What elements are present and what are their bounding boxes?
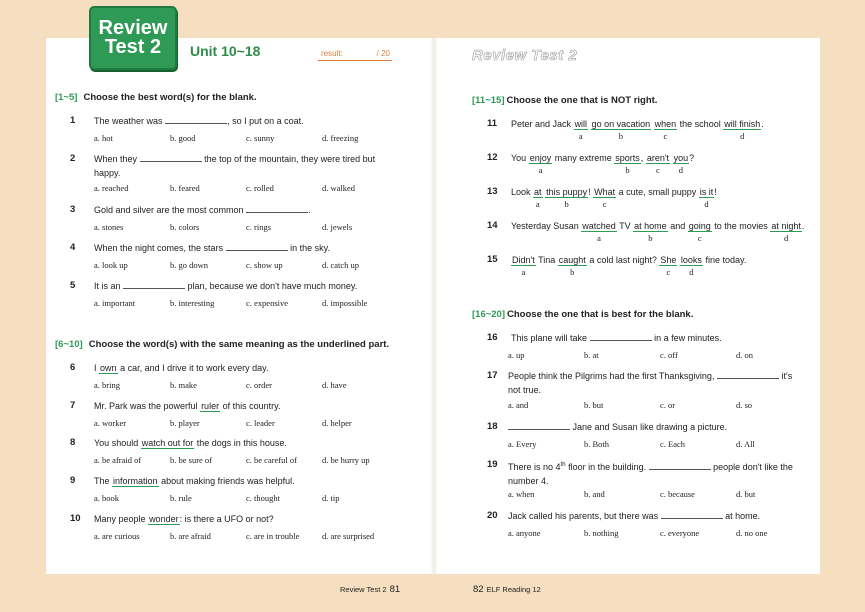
question-number: 6 xyxy=(70,362,76,373)
question-number: 17 xyxy=(487,370,498,381)
answer-blank[interactable] xyxy=(165,114,227,124)
unit-range: Unit 10~18 xyxy=(190,43,261,59)
result-field[interactable] xyxy=(318,47,392,61)
choice-d[interactable]: at night d xyxy=(771,221,801,243)
option-b[interactable]: b. feared xyxy=(170,183,200,193)
review-test-badge xyxy=(89,6,177,70)
option-a[interactable]: a. when xyxy=(508,489,535,499)
section-range: [11~15] xyxy=(472,95,505,106)
answer-blank[interactable] xyxy=(661,509,723,519)
answer-blank[interactable] xyxy=(140,152,202,162)
choice-c[interactable]: She c xyxy=(660,255,677,277)
option-c[interactable]: c. show up xyxy=(246,260,283,270)
right-page-title: Review Test 2 xyxy=(472,47,578,64)
question-11 xyxy=(487,117,817,145)
options-row xyxy=(508,437,808,449)
options-row xyxy=(94,131,394,143)
option-c[interactable]: c. off xyxy=(660,350,678,360)
choice-d[interactable]: you d xyxy=(673,153,689,175)
option-a[interactable]: a. are curious xyxy=(94,531,140,541)
choice-b[interactable]: go on vacation b xyxy=(591,119,651,141)
option-d[interactable]: d. tip xyxy=(322,493,340,503)
question-number: 11 xyxy=(487,118,498,129)
choice-c[interactable]: What c xyxy=(594,187,616,209)
footer-label: Review Test 2 xyxy=(340,585,387,594)
option-c[interactable]: c. order xyxy=(246,380,272,390)
section-range: [16~20] xyxy=(472,309,506,320)
option-b[interactable]: b. but xyxy=(584,400,604,410)
choice-d[interactable]: will finish d xyxy=(724,119,761,141)
answer-blank[interactable] xyxy=(508,420,570,430)
choice-a[interactable]: watched a xyxy=(582,221,616,243)
question-number: 16 xyxy=(487,332,498,343)
result-label: result: xyxy=(321,49,343,58)
section-instruction: Choose the one that is best for the blank. xyxy=(507,309,694,320)
question-number: 4 xyxy=(70,242,76,253)
choice-b[interactable]: this puppy b xyxy=(546,187,588,209)
question-9 xyxy=(70,474,410,508)
options-row xyxy=(94,296,394,308)
option-c[interactable]: c. rolled xyxy=(246,183,274,193)
badge-line2: Test 2 xyxy=(104,36,162,58)
option-a[interactable]: a. hot xyxy=(94,133,113,143)
option-c[interactable]: c. expensive xyxy=(246,298,289,308)
section-heading xyxy=(55,92,257,103)
question-number: 8 xyxy=(70,437,76,448)
question-stem: Gold and silver are the most common . xyxy=(94,205,311,215)
question-stem: You should watch out for the dogs in this house. xyxy=(94,438,287,448)
question-stem: The weather was , so I put on a coat. xyxy=(94,116,304,126)
choice-a[interactable]: Didn't a xyxy=(512,255,535,277)
section-instruction: Choose the one that is NOT right. xyxy=(506,95,658,106)
option-d[interactable]: d. have xyxy=(322,380,347,390)
question-3 xyxy=(70,203,410,237)
option-a[interactable]: a. reached xyxy=(94,183,129,193)
choice-d[interactable]: $\frac{\text{is it}}{d}$ xyxy=(699,187,714,209)
question-stem: Didn't a Tina caught b a cold last night? She c looks d fine today. xyxy=(512,255,747,277)
footer-label: ELF Reading 12 xyxy=(486,585,541,594)
page-footer-right xyxy=(470,584,541,595)
underlined-word: information xyxy=(113,476,158,486)
question-20 xyxy=(487,509,817,543)
option-c[interactable]: c. are in trouble xyxy=(246,531,300,541)
question-stem: When they the top of the mountain, they were tired but happy. xyxy=(94,154,376,178)
option-b[interactable]: b. interesting xyxy=(170,298,215,308)
options-row xyxy=(94,453,394,465)
answer-blank[interactable] xyxy=(226,241,288,251)
answer-blank[interactable] xyxy=(123,279,185,289)
answer-blank[interactable] xyxy=(717,369,779,379)
option-d[interactable]: d. on xyxy=(736,350,753,360)
question-number: 7 xyxy=(70,400,76,411)
question-stem: You enjoy a many extreme sports b , aren't c you d ? xyxy=(511,153,695,175)
question-stem: Jane and Susan like drawing a picture. xyxy=(508,420,727,434)
option-d[interactable]: d. All xyxy=(736,439,755,449)
section-range: [6~10] xyxy=(55,339,83,350)
underlined-word: ruler xyxy=(201,401,220,411)
choice-b[interactable]: at home b xyxy=(634,221,667,243)
options-row xyxy=(94,378,394,390)
question-stem: People think the Pilgrims had the first Thanksgiving, it's not true. xyxy=(508,371,793,395)
result-total: / 20 xyxy=(376,49,390,58)
question-stem: Peter and Jack will a go on vacation b when c the school will finish d . xyxy=(511,119,764,141)
option-a[interactable]: a. bring xyxy=(94,380,120,390)
question-number: 9 xyxy=(70,475,76,486)
choice-d[interactable]: looks d xyxy=(680,255,702,277)
option-c[interactable]: c. everyone xyxy=(660,528,700,538)
question-4 xyxy=(70,241,410,275)
choice-a[interactable]: will a xyxy=(574,119,588,141)
page-number: 82 xyxy=(473,584,484,595)
option-b[interactable]: b. good xyxy=(170,133,196,143)
choice-a[interactable]: enjoy a xyxy=(529,153,552,175)
question-stem: This plane will take in a few minutes. xyxy=(511,333,722,343)
section-range: [1~5] xyxy=(55,92,78,103)
section-heading xyxy=(55,339,389,350)
option-c[interactable]: c. rings xyxy=(246,222,272,232)
question-1 xyxy=(70,114,410,148)
option-c[interactable]: c. sunny xyxy=(246,133,275,143)
option-c[interactable]: c. Each xyxy=(660,439,686,449)
choice-b[interactable]: sports b xyxy=(615,153,640,175)
options-row xyxy=(94,258,394,270)
question-10 xyxy=(70,512,410,546)
answer-blank[interactable] xyxy=(246,203,308,213)
option-a[interactable]: a. and xyxy=(508,400,529,410)
option-a[interactable]: a. Every xyxy=(508,439,537,449)
book-gutter xyxy=(430,38,438,574)
options-row xyxy=(94,529,394,541)
question-stem: It is an plan, because we don't have much money. xyxy=(94,281,358,291)
section-instruction: Choose the best word(s) for the blank. xyxy=(83,92,257,103)
question-stem: I own a car, and I drive it to work every day. xyxy=(94,363,269,373)
option-b[interactable]: b. colors xyxy=(170,222,200,232)
answer-blank[interactable] xyxy=(590,331,652,341)
option-b[interactable]: b. Both xyxy=(584,439,610,449)
question-stem: Look $\frac{at}{a}$ this puppy b ! What c a cute, small puppy $\frac{\text{is it}}{d}$ ! xyxy=(511,187,717,209)
page-number: 81 xyxy=(389,584,401,595)
question-number: 15 xyxy=(487,254,498,265)
options-row xyxy=(94,416,394,428)
choice-a[interactable]: $\frac{at}{a}$ xyxy=(534,187,542,209)
question-number: 13 xyxy=(487,186,498,197)
question-number: 1 xyxy=(70,115,76,126)
question-16 xyxy=(487,331,817,365)
option-d[interactable]: d. no one xyxy=(736,528,768,538)
option-b[interactable]: b. at xyxy=(584,350,599,360)
option-d[interactable]: d. freezing xyxy=(322,133,359,143)
option-d[interactable]: d. jewels xyxy=(322,222,353,232)
question-6 xyxy=(70,361,410,395)
question-number: 3 xyxy=(70,204,76,215)
question-7 xyxy=(70,399,410,433)
option-b[interactable]: b. are afraid xyxy=(170,531,211,541)
question-number: 2 xyxy=(70,153,76,164)
option-b[interactable]: b. make xyxy=(170,380,197,390)
options-row xyxy=(94,181,394,193)
question-number: 5 xyxy=(70,280,76,291)
option-a[interactable]: a. look up xyxy=(94,260,128,270)
option-d[interactable]: d. are surprised xyxy=(322,531,375,541)
options-row xyxy=(94,491,394,503)
option-b[interactable]: b. go down xyxy=(170,260,209,270)
option-a[interactable]: a. be afraid of xyxy=(94,455,142,465)
option-b[interactable]: b. and xyxy=(584,489,605,499)
options-row xyxy=(508,398,808,410)
option-b[interactable]: b. be sure of xyxy=(170,455,213,465)
option-d[interactable]: d. walked xyxy=(322,183,356,193)
underlined-word: wonder xyxy=(149,514,179,524)
question-17 xyxy=(487,369,817,415)
section-heading xyxy=(472,309,693,320)
underlined-word: own xyxy=(100,363,117,373)
option-b[interactable]: b. player xyxy=(170,418,200,428)
question-stem: Many people wonder: is there a UFO or not? xyxy=(94,514,274,524)
badge-line1: Review xyxy=(98,17,168,39)
section-heading xyxy=(472,95,657,106)
question-2 xyxy=(70,152,410,198)
question-stem: When the night comes, the stars in the sky. xyxy=(94,243,330,253)
option-c[interactable]: c. thought xyxy=(246,493,280,503)
underlined-word: watch out for xyxy=(141,438,194,448)
question-number: 10 xyxy=(70,513,81,524)
question-stem: Jack called his parents, but there was at home. xyxy=(508,511,761,521)
question-5 xyxy=(70,279,410,313)
question-number: 14 xyxy=(487,220,498,231)
answer-blank[interactable] xyxy=(649,460,711,470)
option-c[interactable]: c. be careful of xyxy=(246,455,297,465)
question-stem: There is no 4th floor in the building. people don't like the number 4. xyxy=(508,462,793,486)
question-number: 20 xyxy=(487,510,498,521)
question-number: 18 xyxy=(487,421,498,432)
options-row xyxy=(94,220,394,232)
question-12 xyxy=(487,151,817,179)
question-stem: Yesterday Susan watched a TV at home b and going c to the movies at night d . xyxy=(511,221,805,243)
choice-c[interactable]: aren't c xyxy=(646,153,670,175)
option-a[interactable]: a. book xyxy=(94,493,120,503)
option-a[interactable]: a. up xyxy=(508,350,525,360)
question-stem: The information about making friends was helpful. xyxy=(94,476,295,486)
options-row xyxy=(508,526,808,538)
option-a[interactable]: a. worker xyxy=(94,418,127,428)
question-15 xyxy=(487,253,817,281)
page-footer-left xyxy=(340,584,403,595)
question-14 xyxy=(487,219,817,247)
option-b[interactable]: b. nothing xyxy=(584,528,619,538)
option-d[interactable]: d. so xyxy=(736,400,753,410)
option-c[interactable]: c. or xyxy=(660,400,676,410)
options-row xyxy=(508,487,808,499)
question-stem: Mr. Park was the powerful ruler of this country. xyxy=(94,401,281,411)
section-instruction: Choose the word(s) with the same meaning as the underlined part. xyxy=(88,339,390,350)
option-d[interactable]: d. be hurry up xyxy=(322,455,370,465)
question-number: 19 xyxy=(487,459,498,470)
question-19 xyxy=(487,458,817,504)
choice-c[interactable]: going c xyxy=(688,221,711,243)
option-b[interactable]: b. rule xyxy=(170,493,192,503)
option-a[interactable]: a. anyone xyxy=(508,528,541,538)
choice-b[interactable]: caught b xyxy=(558,255,586,277)
question-18 xyxy=(487,420,817,454)
option-c[interactable]: c. leader xyxy=(246,418,275,428)
option-d[interactable]: d. but xyxy=(736,489,756,499)
choice-c[interactable]: when c xyxy=(654,119,677,141)
option-a[interactable]: a. stones xyxy=(94,222,124,232)
option-c[interactable]: c. because xyxy=(660,489,695,499)
question-number: 12 xyxy=(487,152,498,163)
option-d[interactable]: d. helper xyxy=(322,418,352,428)
option-d[interactable]: d. impossible xyxy=(322,298,368,308)
options-row xyxy=(508,348,808,360)
question-8 xyxy=(70,436,410,470)
option-a[interactable]: a. important xyxy=(94,298,136,308)
option-d[interactable]: d. catch up xyxy=(322,260,360,270)
question-13 xyxy=(487,185,817,213)
